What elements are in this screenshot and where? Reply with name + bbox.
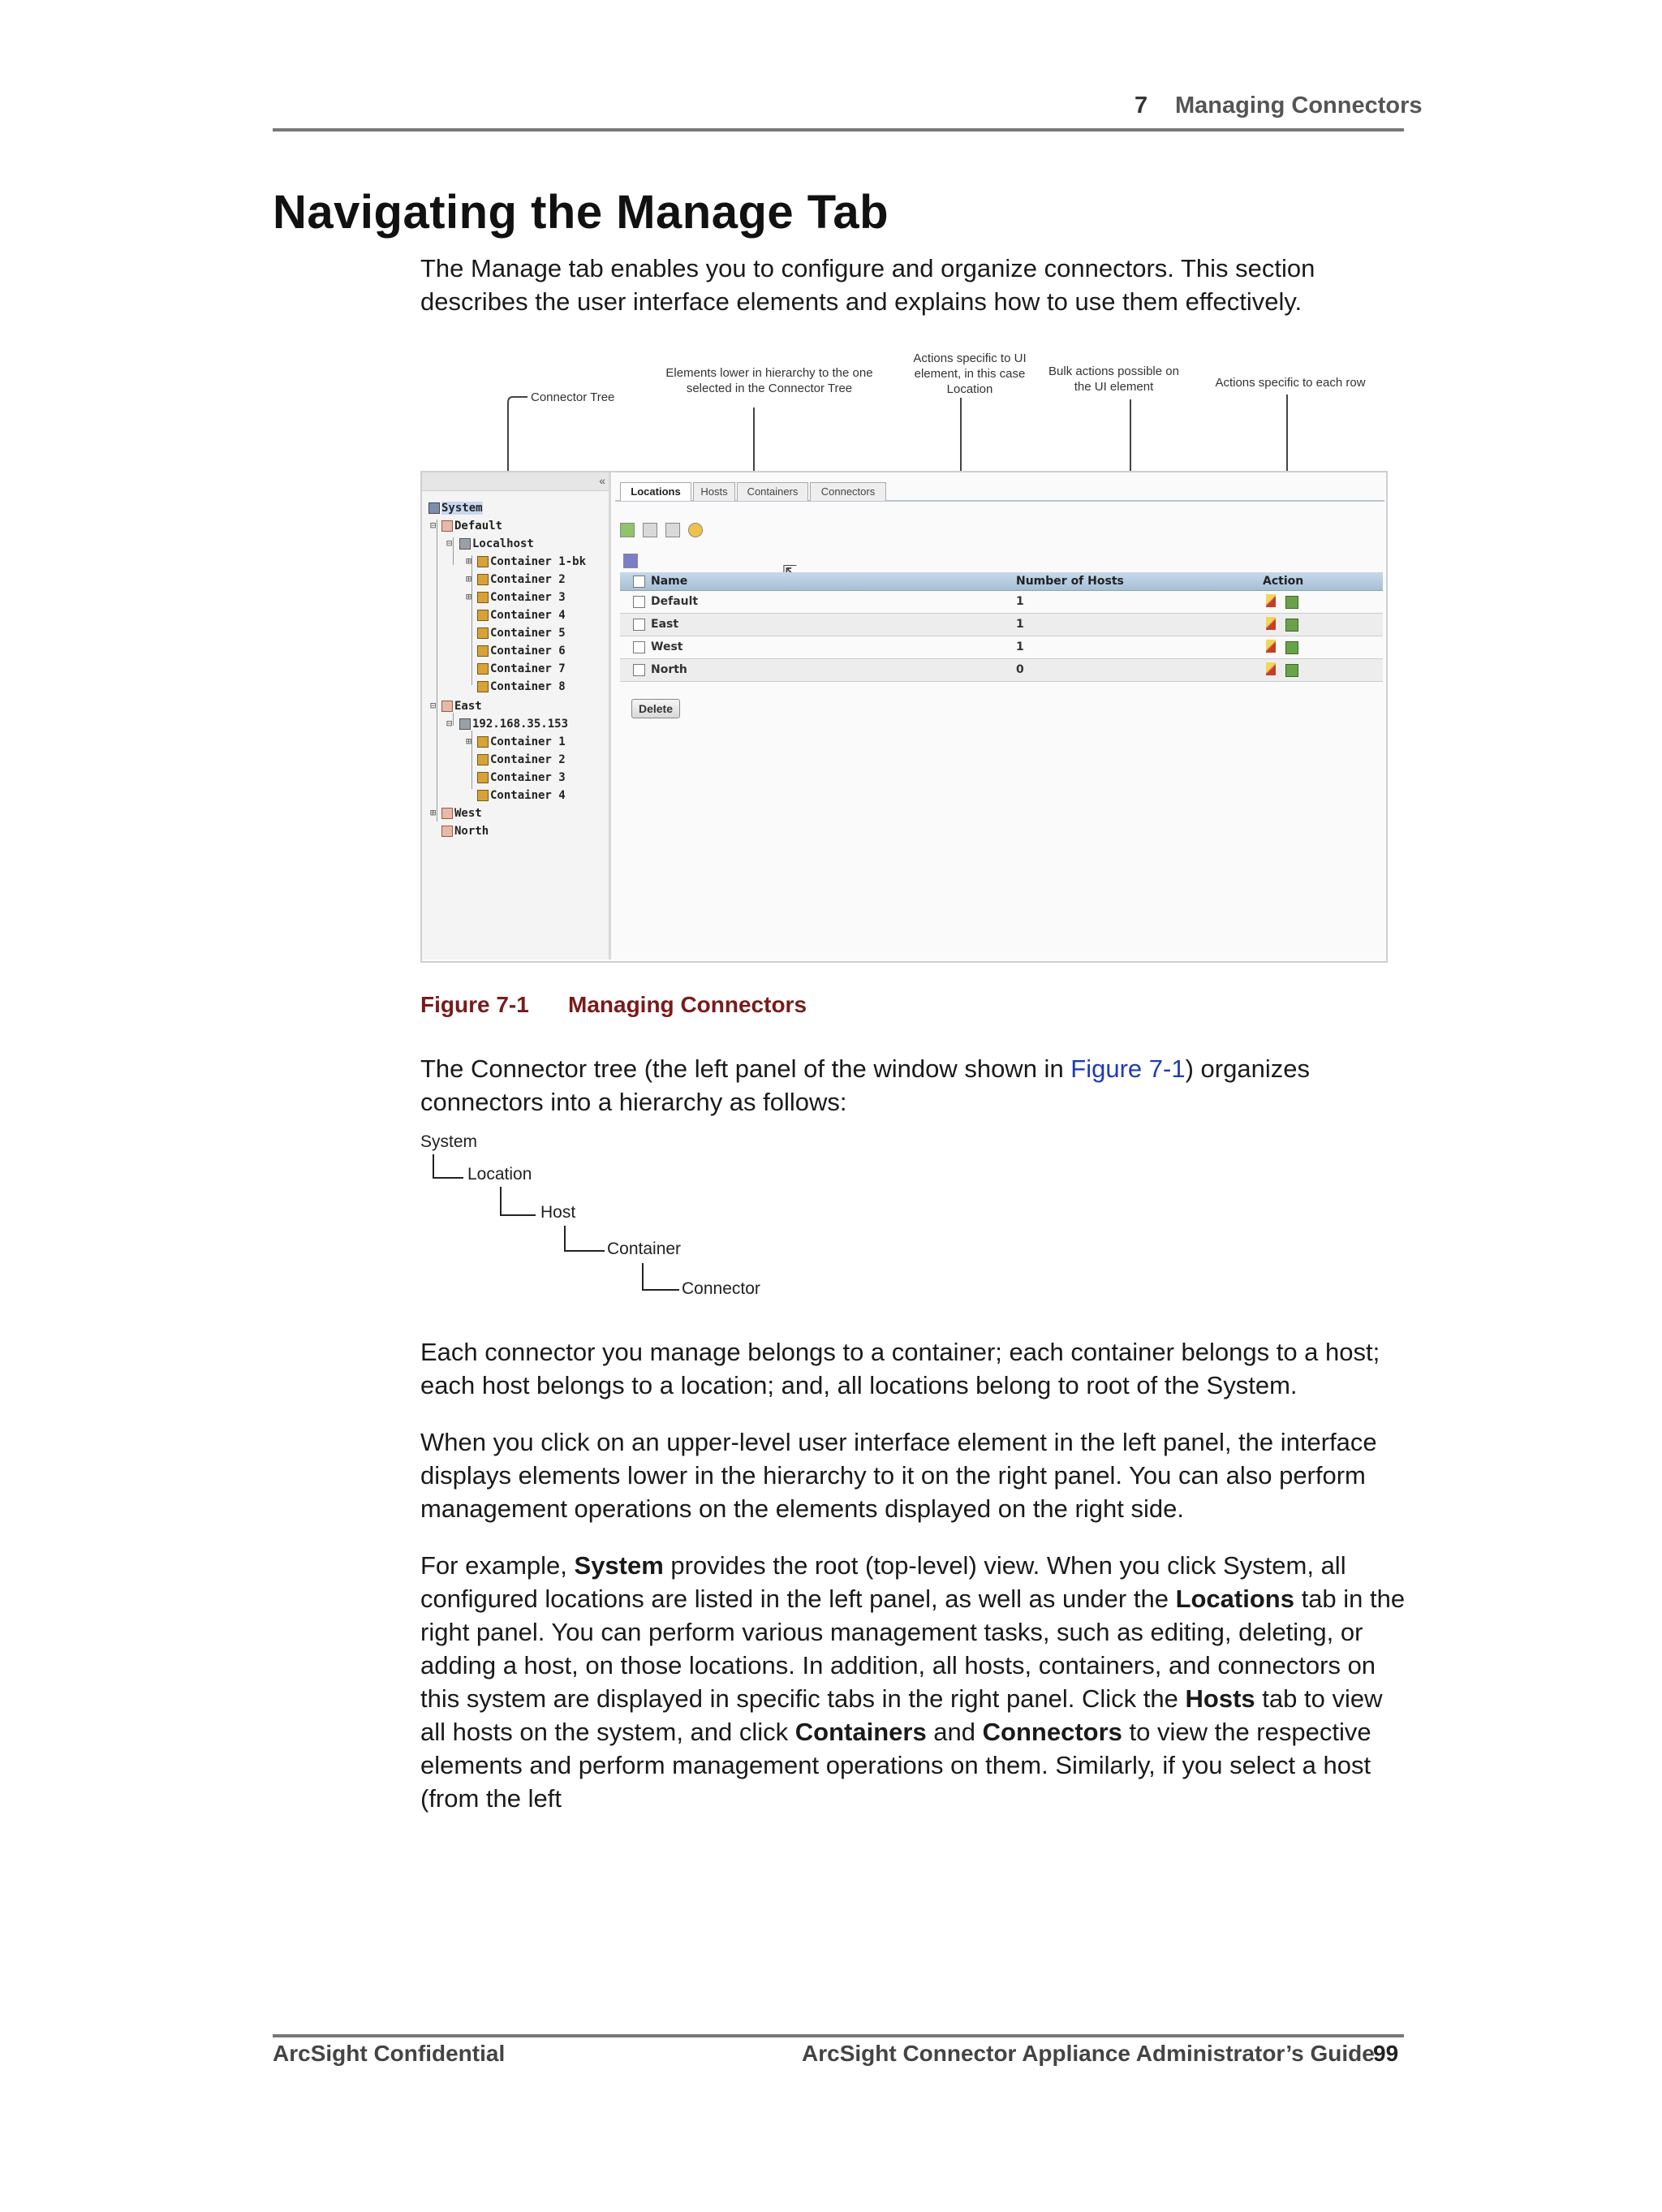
select-all-checkbox[interactable] — [633, 576, 645, 588]
row-hosts: 1 — [1016, 595, 1024, 608]
tree-node-host-ip[interactable]: 192.168.35.153 — [459, 718, 568, 731]
expand-icon[interactable]: ⊞ — [466, 735, 472, 747]
right-panel — [615, 472, 1384, 959]
location-icon — [441, 701, 453, 712]
term-locations: Locations — [1175, 1585, 1294, 1613]
tree-node-container[interactable]: Container 1-bk — [477, 555, 586, 568]
tree-node-north[interactable]: North — [441, 825, 489, 838]
hierarchy-location: Location — [467, 1165, 532, 1184]
footer-confidential: ArcSight Confidential — [273, 2041, 506, 2066]
hierarchy-line — [433, 1154, 434, 1179]
manage-tab-screenshot — [420, 471, 1388, 963]
location-icon — [441, 520, 453, 532]
annotation-bulk-actions: Bulk actions possible on the UI element — [1048, 364, 1179, 394]
host-icon — [459, 538, 471, 550]
tab-hosts[interactable]: Hosts — [693, 482, 735, 501]
expand-icon[interactable]: ⊞ — [466, 555, 472, 567]
row-checkbox[interactable] — [633, 641, 645, 653]
expand-icon[interactable]: ⊟ — [446, 718, 453, 729]
hierarchy-line — [642, 1289, 679, 1291]
hierarchy-line — [500, 1214, 536, 1216]
hierarchy-line — [433, 1177, 463, 1179]
tree-node-container[interactable]: Container 1 — [477, 735, 566, 748]
tree-node-container[interactable]: Container 2 — [477, 753, 566, 766]
container-icon — [477, 627, 489, 639]
hierarchy-line — [564, 1250, 605, 1252]
section-title: Navigating the Manage Tab — [273, 186, 889, 239]
tree-node-localhost[interactable]: Localhost — [459, 537, 534, 550]
footer-rule — [273, 2034, 1404, 2037]
hierarchy-line — [564, 1226, 566, 1252]
tree-node-container[interactable]: Container 4 — [477, 609, 566, 622]
row-name: North — [651, 663, 687, 676]
column-header-hosts[interactable]: Number of Hosts — [1016, 575, 1124, 588]
refresh-icon[interactable] — [688, 523, 703, 537]
tree-node-container[interactable]: Container 3 — [477, 771, 566, 784]
hierarchy-line — [500, 1187, 502, 1216]
hierarchy-container: Container — [607, 1240, 682, 1258]
row-hosts: 0 — [1016, 663, 1024, 676]
tab-locations[interactable]: Locations — [620, 482, 691, 501]
row-checkbox[interactable] — [633, 596, 645, 608]
tree-node-container[interactable]: Container 2 — [477, 573, 566, 586]
container-icon — [477, 645, 489, 657]
hierarchy-host: Host — [540, 1203, 576, 1222]
tree-paragraph-after: ) organizes connectors into a hierarchy as follows: — [420, 1054, 1310, 1116]
figure-caption: Managing Connectors — [568, 992, 807, 1017]
row-checkbox[interactable] — [633, 619, 645, 631]
connector-tree-panel — [422, 472, 611, 959]
term-containers: Containers — [794, 1718, 927, 1746]
tree-header — [422, 472, 609, 491]
add-host-icon[interactable] — [1285, 596, 1298, 609]
figure-link[interactable]: Figure 7-1 — [1070, 1054, 1186, 1083]
expand-icon[interactable]: ⊞ — [466, 591, 472, 602]
tree-paragraph-before: The Connector tree (the left panel of the window shown in — [420, 1054, 1071, 1083]
edit-icon[interactable] — [1266, 662, 1276, 675]
column-header-action: Action — [1263, 575, 1304, 588]
table-row[interactable] — [620, 614, 1383, 636]
hierarchy-system: System — [420, 1132, 478, 1151]
edit-icon[interactable] — [1266, 640, 1276, 653]
expand-icon[interactable]: ⊟ — [430, 520, 437, 531]
tab-connectors[interactable]: Connectors — [810, 482, 886, 501]
chapter-title: Managing Connectors — [1175, 93, 1423, 119]
add-host-icon[interactable] — [1285, 641, 1298, 654]
tree-node-container[interactable]: Container 3 — [477, 591, 566, 604]
tree-line — [453, 537, 454, 565]
row-name: West — [651, 640, 683, 653]
container-icon — [477, 574, 489, 585]
expand-icon[interactable]: ⊞ — [430, 807, 437, 818]
table-header — [620, 572, 1383, 591]
add-host-icon[interactable] — [1285, 664, 1298, 677]
tree-node-west[interactable]: West — [441, 807, 482, 820]
tree-node-east[interactable]: East — [441, 700, 482, 713]
edit-icon[interactable] — [1266, 594, 1276, 607]
term-connectors: Connectors — [982, 1718, 1122, 1746]
add-location-icon[interactable] — [620, 523, 635, 537]
expand-icon[interactable]: ⊟ — [446, 537, 453, 549]
annotation-lower-elements: Elements lower in hierarchy to the one selected in the Connector Tree — [665, 366, 873, 395]
tree-node-default[interactable]: Default — [441, 520, 502, 533]
row-checkbox[interactable] — [633, 664, 645, 676]
example-paragraph: For example, System provides the root (top-level) view. When you click System, all configured locations are listed in the left panel, as well as under the Locations tab in the right panel. You can perform various management tasks, such as editing, deleting, or adding a host, on those locations. In addition, all hosts, containers, and connectors on this system are displayed in specific tabs in the right panel. Click the Hosts tab to view all hosts on the system, and click Containers and Connectors to view the respective elements and perform management operations on them. Similarly, if you select a host (from the left — [420, 1551, 1406, 1813]
belongs-paragraph: Each connector you manage belongs to a container; each container belongs to a host; each host belongs to a location; and, all locations belong to root of the System. — [420, 1338, 1380, 1399]
annotation-connector-tree: Connector Tree — [531, 390, 615, 404]
system-icon — [428, 502, 440, 514]
container-icon — [477, 736, 489, 748]
column-header-name[interactable]: Name — [651, 575, 688, 588]
term-hosts: Hosts — [1185, 1684, 1255, 1713]
delete-button[interactable]: Delete — [631, 699, 680, 718]
footer-guide-title: ArcSight Connector Appliance Administrator’s Guide — [802, 2041, 1375, 2066]
export-icon[interactable] — [665, 523, 680, 537]
tree-paragraph — [420, 1052, 1410, 1119]
hierarchy-connector: Connector — [682, 1279, 760, 1298]
intro-paragraph: The Manage tab enables you to configure and organize connectors. This section describes the user interface elements and explains how to use them effectively. — [420, 254, 1315, 316]
import-icon[interactable] — [643, 523, 657, 537]
edit-icon[interactable] — [1266, 617, 1276, 630]
annotation-row-actions: Actions specific to each row — [1215, 376, 1366, 390]
row-hosts: 1 — [1016, 618, 1024, 631]
container-icon — [477, 681, 489, 692]
tree-line — [453, 713, 454, 726]
tree-node-container[interactable]: Container 5 — [477, 627, 566, 640]
host-icon — [459, 718, 471, 730]
tab-containers[interactable]: Containers — [737, 482, 808, 501]
container-icon — [477, 790, 489, 801]
row-name: Default — [651, 595, 699, 608]
tree-node-container[interactable]: Container 6 — [477, 645, 566, 658]
annotation-actions-specific: Actions specific to UI element, in this case Location — [913, 351, 1027, 396]
table-row[interactable] — [620, 659, 1383, 682]
container-icon — [477, 772, 489, 783]
container-icon — [477, 556, 489, 567]
tree-node-container[interactable]: Container 8 — [477, 680, 566, 693]
term-system: System — [574, 1551, 664, 1580]
location-icon — [441, 808, 453, 819]
page-number: 99 — [1373, 2041, 1399, 2066]
click-paragraph: When you click on an upper-level user interface element in the left panel, the interface displays elements lower in the hierarchy to it on the right panel. You can also perform management operations on the elements displayed on the right side. — [420, 1428, 1377, 1523]
location-icon — [441, 826, 453, 837]
container-icon — [477, 754, 489, 765]
table-row[interactable] — [620, 636, 1383, 659]
add-host-icon[interactable] — [1285, 619, 1298, 632]
container-icon — [477, 592, 489, 603]
tab-bar — [615, 479, 1384, 502]
row-hosts: 1 — [1016, 640, 1024, 653]
filter-icon[interactable] — [623, 554, 638, 568]
collapse-icon[interactable]: « — [599, 474, 605, 487]
table-row[interactable] — [620, 591, 1383, 614]
row-name: East — [651, 618, 679, 631]
tree-node-system[interactable]: System — [428, 502, 483, 515]
tree-node-container[interactable]: Container 7 — [477, 662, 566, 675]
hierarchy-line — [642, 1263, 644, 1291]
expand-icon[interactable]: ⊞ — [466, 573, 472, 584]
figure-number: Figure 7-1 — [420, 992, 529, 1017]
container-icon — [477, 663, 489, 675]
expand-icon[interactable]: ⊟ — [430, 700, 437, 711]
tree-node-container[interactable]: Container 4 — [477, 789, 566, 802]
container-icon — [477, 610, 489, 621]
chapter-number: 7 — [1135, 93, 1148, 119]
